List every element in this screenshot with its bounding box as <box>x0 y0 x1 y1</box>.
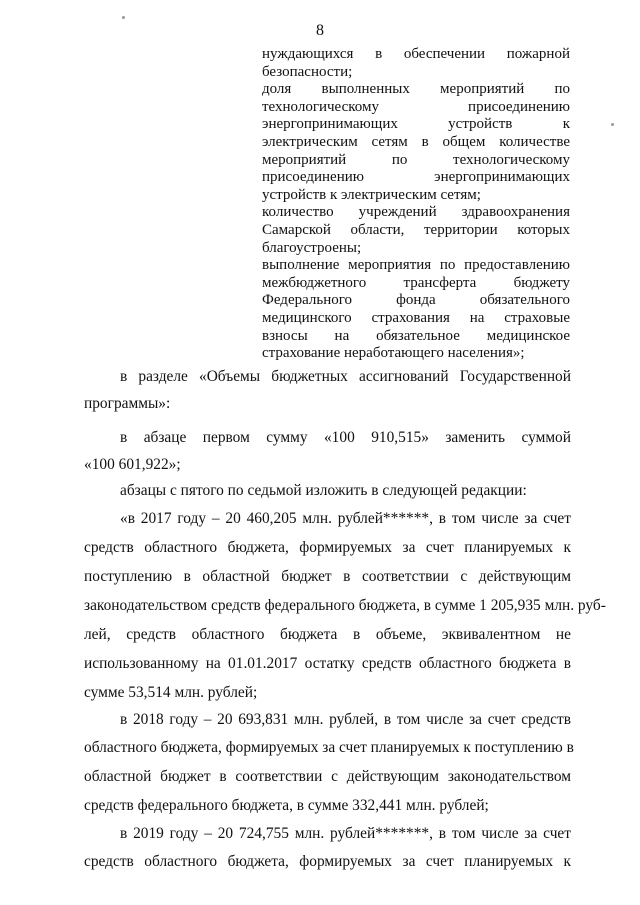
body-text-line: в 2018 году – 20 693,831 млн. рублей, в том числе за счет средств <box>120 711 571 728</box>
indicator-line: нуждающихся в обеспечении пожарной <box>262 46 570 62</box>
body-text-line: в 2019 году – 20 724,755 млн. рублей*******, в том числе за счет <box>120 825 571 842</box>
indicator-list-block <box>262 46 570 363</box>
indicator-line: Федерального фонда обязательного <box>262 292 570 309</box>
body-text-line: средств федерального бюджета, в сумме 332,441 млн. рублей; <box>84 797 489 814</box>
body-text-line: законодательством средств федерального бюджета, в сумме 1 205,935 млн. руб- <box>84 597 606 614</box>
indicator-line: взносы на обязательное медицинское <box>262 327 570 344</box>
indicator-line: электрическим сетям в общем количестве <box>262 133 570 150</box>
scan-mark <box>611 123 614 126</box>
indicator-line: Самарской области, территории которых <box>262 221 570 238</box>
scan-mark <box>122 16 125 19</box>
body-text-line: поступлению в областной бюджет в соответствии с действующим <box>84 568 571 585</box>
indicator-line: доля выполненных мероприятий по <box>262 81 570 98</box>
body-text-line: областной бюджет в соответствии с действующим законодательством <box>84 768 571 785</box>
body-text-line: абзацы с пятого по седьмой изложить в следующей редакции: <box>120 482 527 499</box>
body-text-line: программы»: <box>84 395 171 412</box>
body-text-line: средств областного бюджета, формируемых за счет планируемых к <box>84 853 571 870</box>
body-text-line: в абзаце первом сумму «100 910,515» заменить суммой <box>120 429 571 446</box>
indicator-line: технологическому присоединению <box>262 98 570 115</box>
body-text-line: лей, средств областного бюджета в объеме, эквивалентном не <box>84 626 571 643</box>
indicator-line: страхование неработающего населения»; <box>262 345 525 362</box>
indicator-line: мероприятий по технологическому <box>262 151 570 168</box>
indicator-line: медицинского страхования на страховые <box>262 309 570 326</box>
body-text-line: сумме 53,514 млн. рублей; <box>84 684 258 701</box>
body-text-line: средств областного бюджета, формируемых за счет планируемых к <box>84 539 571 556</box>
indicator-line: присоединению энергопринимающих <box>262 169 570 186</box>
indicator-line: энергопринимающих устройств к <box>262 116 570 133</box>
body-text-line: «в 2017 году – 20 460,205 млн. рублей******, в том числе за счет <box>120 510 571 527</box>
indicator-line: выполнение мероприятия по предоставлению <box>262 257 570 274</box>
body-text-line: областного бюджета, формируемых за счет планируемых к поступлению в <box>84 739 574 756</box>
indicator-line: благоустроены; <box>262 239 362 256</box>
body-text-line: «100 601,922»; <box>84 456 181 473</box>
indicator-line: межбюджетного трансферта бюджету <box>262 274 570 291</box>
indicator-line: устройств к электрическим сетям; <box>262 186 481 203</box>
page-number: 8 <box>316 22 324 39</box>
body-text-line: использованному на 01.01.2017 остатку средств областного бюджета в <box>84 655 571 672</box>
body-text-line: в разделе «Объемы бюджетных ассигнований Государственной <box>120 368 571 385</box>
indicator-line: количество учреждений здравоохранения <box>262 204 570 221</box>
indicator-line: безопасности; <box>262 63 353 80</box>
